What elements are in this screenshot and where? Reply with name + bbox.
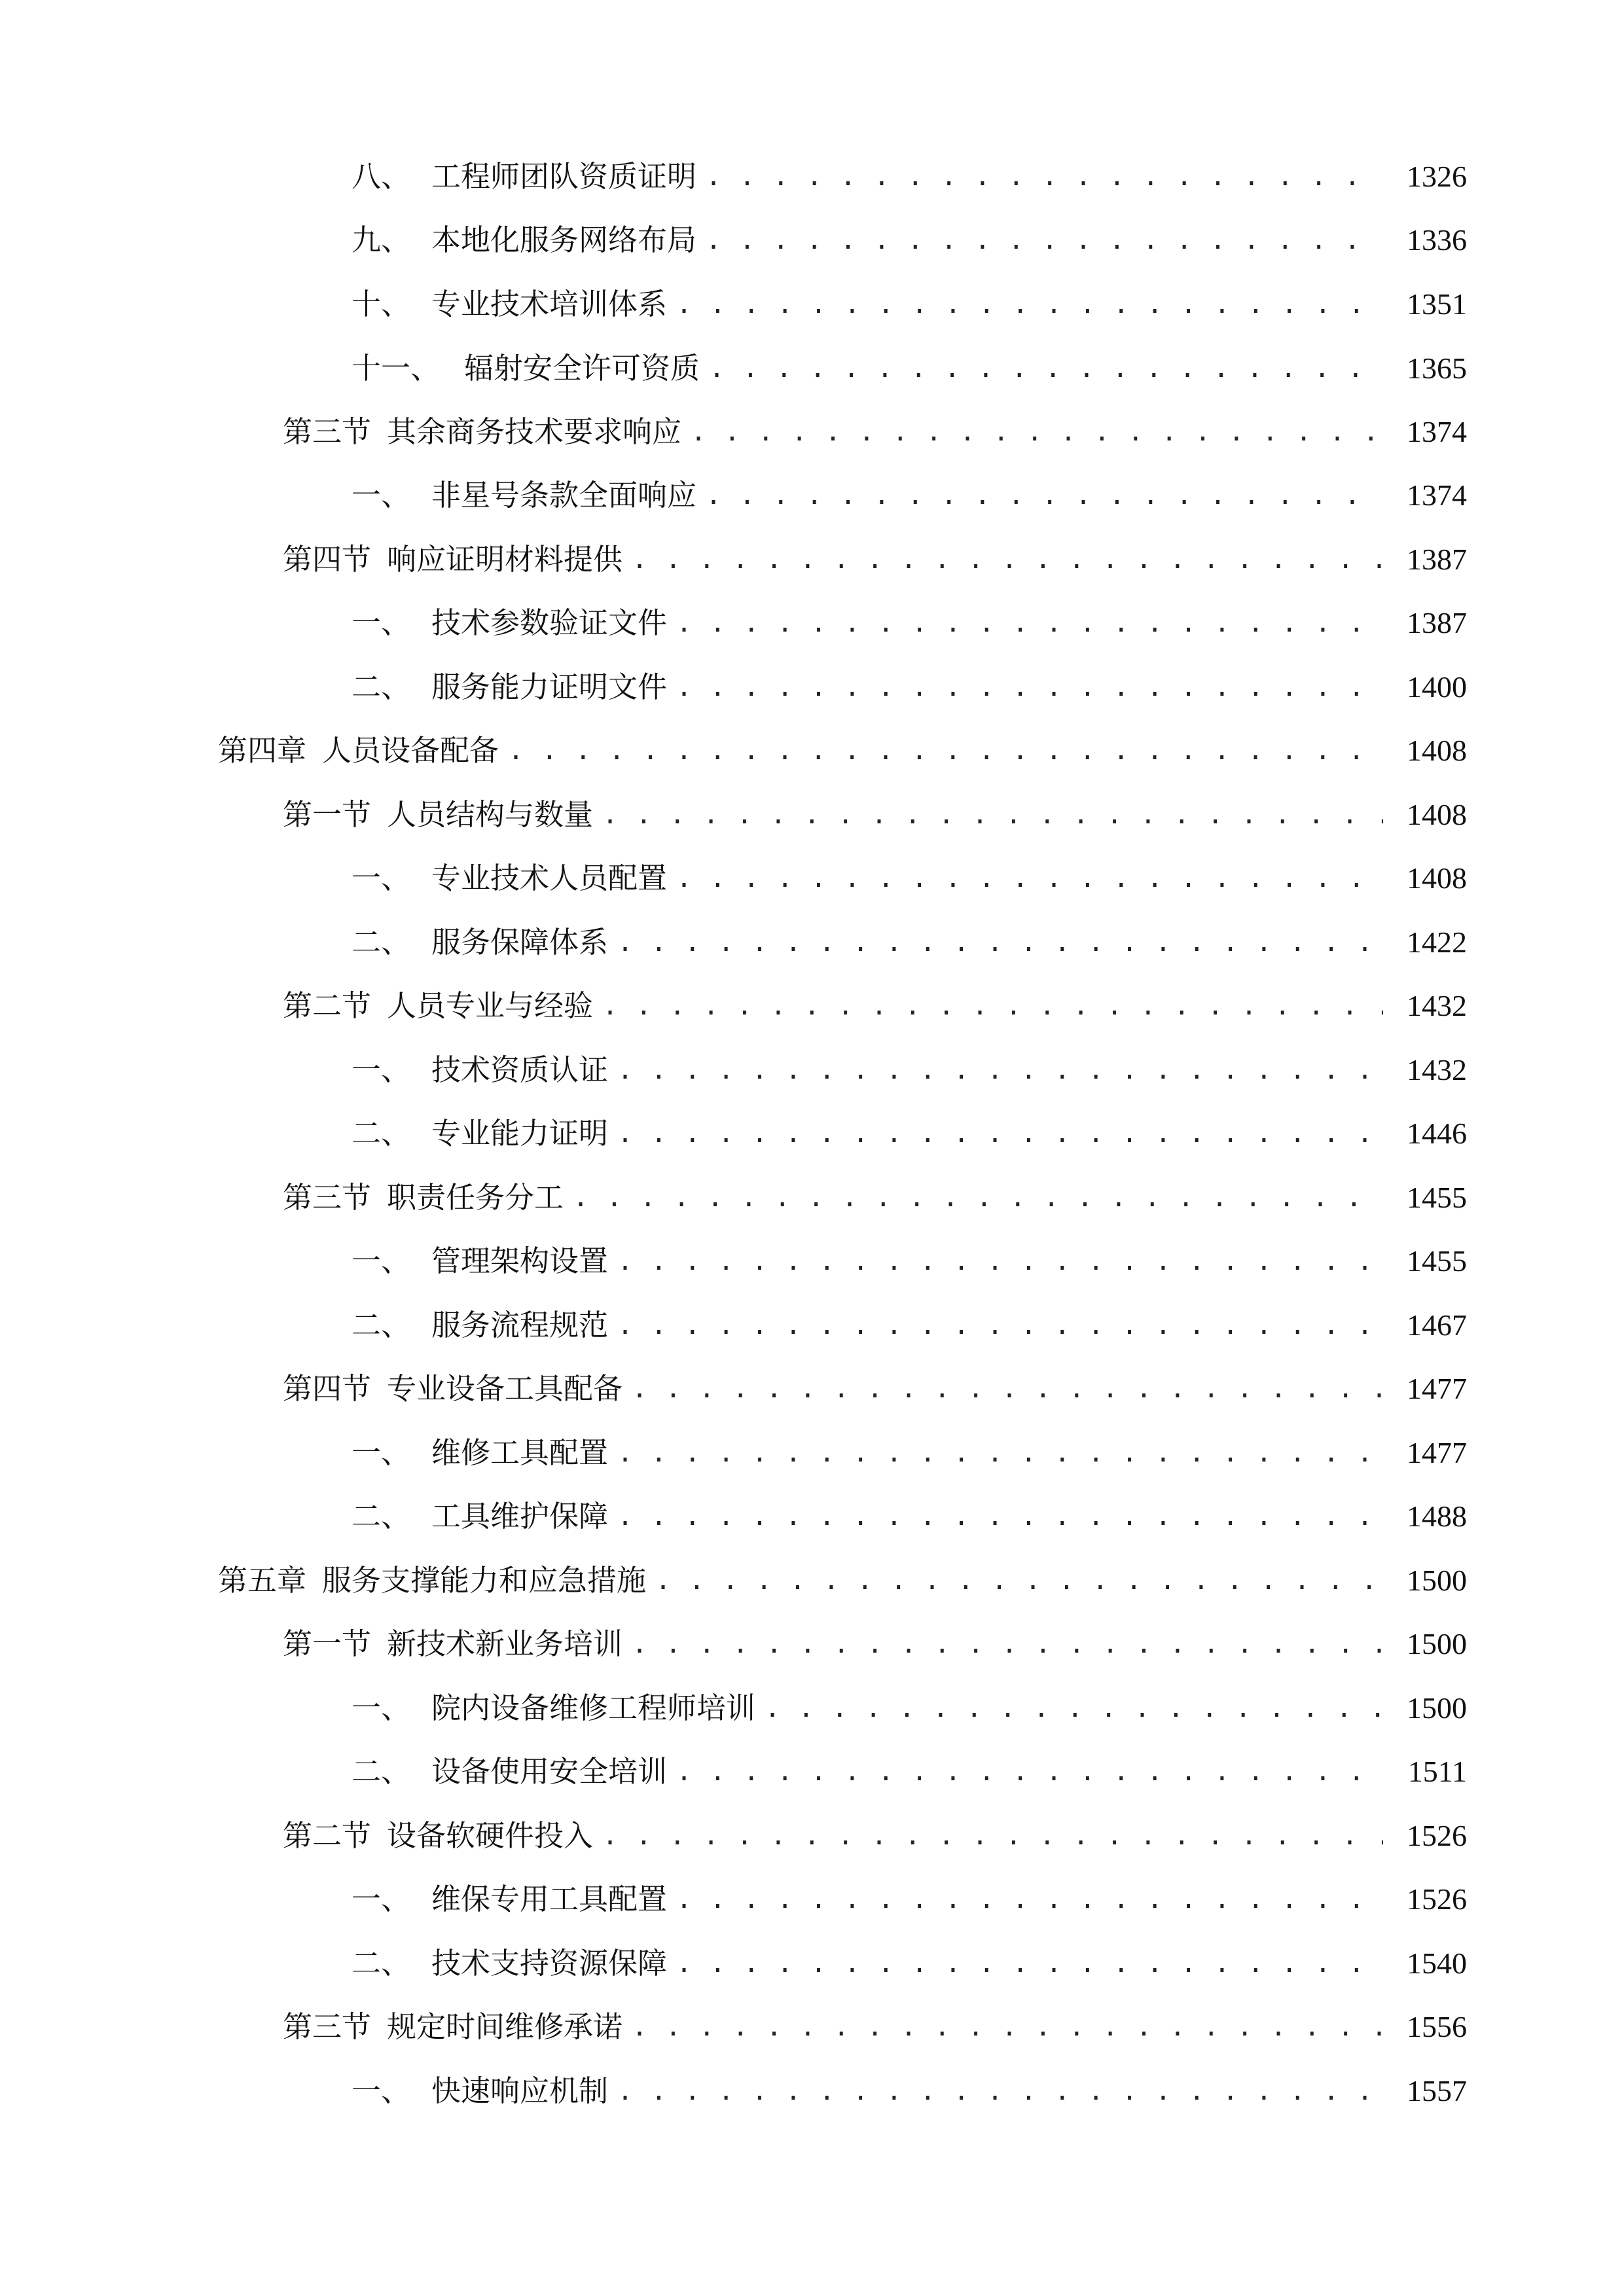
- toc-page-number: 1408: [1407, 734, 1467, 767]
- toc-dot-leader: [676, 1876, 1383, 1922]
- toc-entry[interactable]: [0, 1941, 1624, 1986]
- toc-entry[interactable]: [0, 1749, 1624, 1795]
- toc-entry-title: 工具维护保障: [431, 1499, 609, 1534]
- toc-page-number: 1557: [1407, 2074, 1467, 2108]
- toc-entry-number: 一、: [352, 1052, 411, 1087]
- toc-entry-number: 九、: [352, 223, 411, 257]
- toc-entry-title: 维保专用工具配置: [431, 1882, 668, 1916]
- toc-page-number: 1446: [1407, 1117, 1467, 1150]
- toc-entry-number: 第四章: [218, 733, 307, 768]
- toc-page-number: 1432: [1407, 989, 1467, 1022]
- toc-entry[interactable]: [0, 154, 1624, 200]
- toc-entry-number: 二、: [352, 670, 411, 704]
- toc-dot-leader: [602, 792, 1383, 838]
- toc-entry-number: 十、: [352, 287, 411, 321]
- toc-entry-title: 人员专业与经验: [387, 988, 594, 1023]
- toc-entry-title: 服务支撑能力和应急措施: [322, 1563, 647, 1598]
- toc-entry-number: 二、: [352, 1308, 411, 1342]
- toc-dot-leader: [617, 2068, 1383, 2114]
- toc-entry[interactable]: [0, 1621, 1624, 1667]
- toc-page-number: 1387: [1407, 543, 1467, 576]
- toc-dot-leader: [632, 1366, 1383, 1412]
- toc-entry-number: 第一节: [283, 1626, 372, 1661]
- toc-entry-number: 一、: [352, 1435, 411, 1470]
- toc-page-number: 1422: [1407, 925, 1467, 959]
- toc-entry-title: 人员结构与数量: [387, 797, 594, 832]
- toc-entry-number: 第三节: [283, 2009, 372, 2044]
- toc-page-number: 1408: [1407, 798, 1467, 831]
- toc-dot-leader: [632, 1621, 1383, 1667]
- toc-entry[interactable]: [0, 855, 1624, 901]
- toc-entry-number: 一、: [352, 861, 411, 895]
- toc-page-number: 1500: [1407, 1691, 1467, 1725]
- toc-entry[interactable]: [0, 281, 1624, 327]
- toc-dot-leader: [676, 281, 1383, 327]
- toc-dot-leader: [676, 855, 1383, 901]
- toc-page-number: 1556: [1407, 2010, 1467, 2043]
- toc-entry-title: 维修工具配置: [431, 1435, 609, 1470]
- toc-page-number: 1455: [1407, 1244, 1467, 1278]
- toc-entry-title: 本地化服务网络布局: [431, 223, 697, 257]
- toc-entry-title: 辐射安全许可资质: [464, 351, 700, 386]
- toc-dot-leader: [706, 217, 1383, 263]
- toc-page-number: 1351: [1407, 287, 1467, 321]
- toc-page-number: 1477: [1407, 1372, 1467, 1405]
- toc-entry-number: 第三节: [283, 1180, 372, 1215]
- toc-page-number: 1400: [1407, 670, 1467, 704]
- toc-entry[interactable]: [0, 920, 1624, 965]
- toc-page-number: 1526: [1407, 1819, 1467, 1852]
- toc-dot-leader: [617, 1430, 1383, 1476]
- toc-dot-leader: [602, 1813, 1383, 1859]
- toc-entry-title: 院内设备维修工程师培训: [431, 1691, 756, 1725]
- toc-entry-title: 人员设备配备: [322, 733, 499, 768]
- toc-dot-leader: [709, 346, 1383, 391]
- toc-dot-leader: [632, 537, 1383, 583]
- toc-entry-number: 第二节: [283, 1818, 372, 1853]
- toc-entry[interactable]: [0, 473, 1624, 518]
- toc-page-number: 1432: [1407, 1053, 1467, 1086]
- toc-entry[interactable]: [0, 983, 1624, 1029]
- toc-entry[interactable]: [0, 346, 1624, 391]
- toc-page-number: 1455: [1407, 1181, 1467, 1214]
- toc-entry[interactable]: [0, 1430, 1624, 1476]
- toc-page-number: 1526: [1407, 1882, 1467, 1916]
- toc-entry-number: 第一节: [283, 797, 372, 832]
- toc-entry-number: 一、: [352, 1244, 411, 1278]
- toc-dot-leader: [617, 1111, 1383, 1157]
- toc-dot-leader: [617, 920, 1383, 965]
- toc-page-number: 1511: [1407, 1755, 1467, 1788]
- toc-entry-title: 新技术新业务培训: [387, 1626, 623, 1661]
- toc-entry-title: 专业设备工具配备: [387, 1371, 623, 1406]
- toc-dot-leader: [602, 983, 1383, 1029]
- toc-entry-title: 工程师团队资质证明: [431, 159, 697, 194]
- toc-page-number: 1387: [1407, 606, 1467, 639]
- toc-page-number: 1374: [1407, 478, 1467, 512]
- toc-entry[interactable]: [0, 1366, 1624, 1412]
- toc-entry-title: 设备软硬件投入: [387, 1818, 594, 1853]
- toc-page-number: 1326: [1407, 160, 1467, 193]
- toc-entry[interactable]: [0, 664, 1624, 710]
- toc-entry-number: 一、: [352, 1691, 411, 1725]
- toc-page-number: 1374: [1407, 415, 1467, 448]
- toc-dot-leader: [617, 1494, 1383, 1539]
- toc-dot-leader: [617, 1302, 1383, 1348]
- toc-entry-title: 设备使用安全培训: [431, 1754, 668, 1789]
- toc-entry[interactable]: [0, 1047, 1624, 1093]
- toc-dot-leader: [617, 1047, 1383, 1093]
- toc-entry-title: 技术资质认证: [431, 1052, 609, 1087]
- toc-entry-number: 十一、: [352, 351, 441, 386]
- toc-page-number: 1477: [1407, 1436, 1467, 1469]
- toc-entry-number: 第四节: [283, 542, 372, 577]
- toc-entry-title: 技术支持资源保障: [431, 1946, 668, 1981]
- toc-entry-number: 八、: [352, 159, 411, 194]
- toc-entry-number: 第三节: [283, 414, 372, 449]
- toc-dot-leader: [706, 473, 1383, 518]
- toc-entry[interactable]: [0, 2068, 1624, 2114]
- toc-entry[interactable]: [0, 1111, 1624, 1157]
- toc-entry-number: 二、: [352, 925, 411, 960]
- toc-page-number: 1467: [1407, 1308, 1467, 1342]
- toc-entry[interactable]: [0, 537, 1624, 583]
- toc-entry[interactable]: [0, 1813, 1624, 1859]
- toc-page-number: 1365: [1407, 351, 1467, 385]
- toc-entry[interactable]: [0, 1238, 1624, 1284]
- toc-dot-leader: [676, 600, 1383, 646]
- toc-dot-leader: [691, 409, 1383, 455]
- toc-dot-leader: [573, 1175, 1383, 1221]
- toc-entry-number: 一、: [352, 1882, 411, 1916]
- toc-dot-leader: [508, 728, 1383, 774]
- toc-entry[interactable]: [0, 409, 1624, 455]
- toc-dot-leader: [676, 1749, 1383, 1795]
- toc-dot-leader: [676, 664, 1383, 710]
- toc-entry[interactable]: [0, 2004, 1624, 2050]
- toc-entry-number: 一、: [352, 605, 411, 640]
- toc-entry[interactable]: [0, 792, 1624, 838]
- toc-entry[interactable]: [0, 728, 1624, 774]
- toc-entry-title: 快速响应机制: [431, 2073, 609, 2108]
- toc-entry-title: 服务流程规范: [431, 1308, 609, 1342]
- toc-entry-number: 一、: [352, 478, 411, 512]
- toc-page-number: 1500: [1407, 1564, 1467, 1597]
- toc-entry[interactable]: [0, 1175, 1624, 1221]
- toc-entry-number: 二、: [352, 1116, 411, 1151]
- toc-entry-title: 其余商务技术要求响应: [387, 414, 682, 449]
- toc-entry-number: 二、: [352, 1754, 411, 1789]
- toc-dot-leader: [676, 1941, 1383, 1986]
- toc-entry-title: 服务保障体系: [431, 925, 609, 960]
- toc-entry[interactable]: [0, 1494, 1624, 1539]
- toc-entry-number: 二、: [352, 1499, 411, 1534]
- toc-entry-number: 第二节: [283, 988, 372, 1023]
- toc-dot-leader: [765, 1685, 1383, 1731]
- toc-entry[interactable]: [0, 1558, 1624, 1604]
- toc-entry-title: 技术参数验证文件: [431, 605, 668, 640]
- toc-entry-title: 非星号条款全面响应: [431, 478, 697, 512]
- toc-entry-title: 响应证明材料提供: [387, 542, 623, 577]
- toc-entry[interactable]: [0, 217, 1624, 263]
- toc-page-number: 1540: [1407, 1946, 1467, 1980]
- toc-entry-title: 专业能力证明: [431, 1116, 609, 1151]
- toc-page-number: 1408: [1407, 861, 1467, 895]
- toc-entry-title: 规定时间维修承诺: [387, 2009, 623, 2044]
- toc-entry[interactable]: [0, 1685, 1624, 1731]
- toc-entry-title: 管理架构设置: [431, 1244, 609, 1278]
- toc-entry-number: 二、: [352, 1946, 411, 1981]
- toc-dot-leader: [632, 2004, 1383, 2050]
- toc-entry-title: 服务能力证明文件: [431, 670, 668, 704]
- toc-entry-title: 职责任务分工: [387, 1180, 564, 1215]
- toc-entry[interactable]: [0, 1302, 1624, 1348]
- toc-page-number: 1500: [1407, 1627, 1467, 1660]
- toc-dot-leader: [706, 154, 1383, 200]
- toc-entry-title: 专业技术人员配置: [431, 861, 668, 895]
- toc-entry[interactable]: [0, 1876, 1624, 1922]
- toc-page-number: 1336: [1407, 223, 1467, 257]
- toc-entry[interactable]: [0, 600, 1624, 646]
- toc-page-number: 1488: [1407, 1499, 1467, 1533]
- toc-entry-number: 一、: [352, 2073, 411, 2108]
- toc-dot-leader: [617, 1238, 1383, 1284]
- toc-entry-number: 第五章: [218, 1563, 307, 1598]
- toc-entry-title: 专业技术培训体系: [431, 287, 668, 321]
- toc-entry-number: 第四节: [283, 1371, 372, 1406]
- toc-dot-leader: [655, 1558, 1383, 1604]
